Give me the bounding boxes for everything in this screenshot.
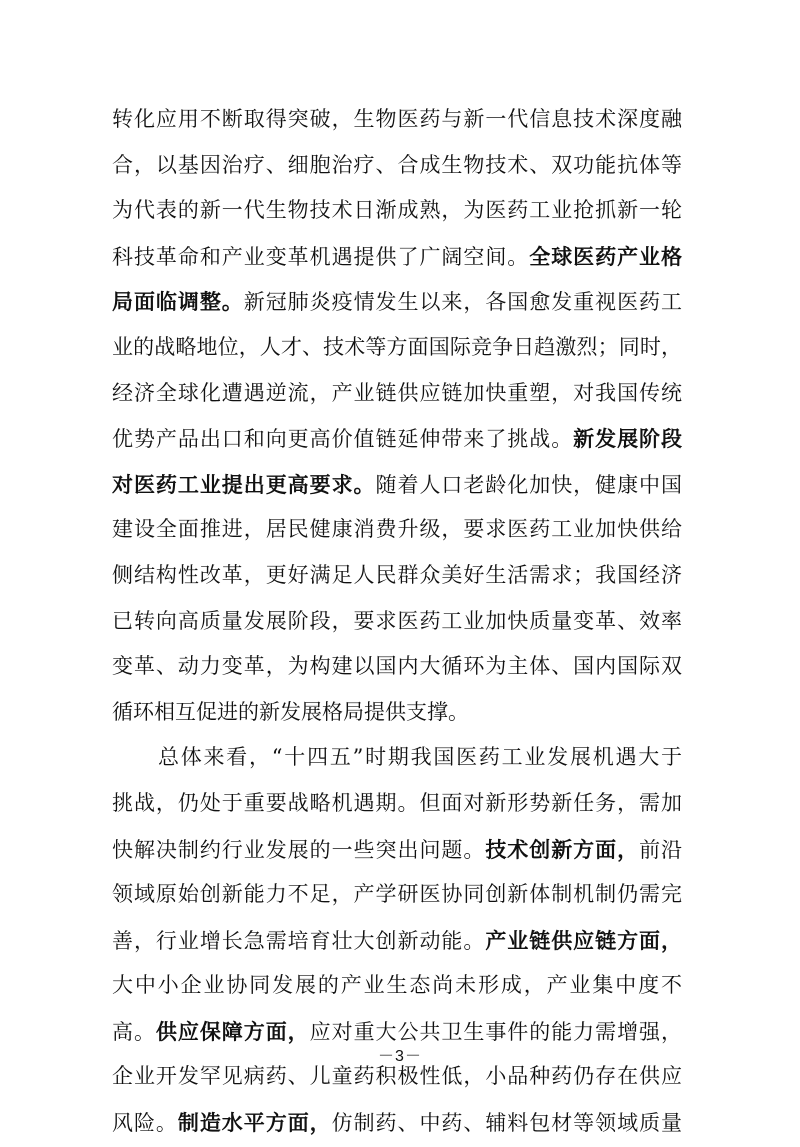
bold-heading-run: 全球医药产业格 bbox=[529, 243, 683, 269]
bold-heading-run: 新发展阶段 bbox=[573, 426, 683, 452]
bold-heading-run: 产业链供应链方面， bbox=[485, 927, 683, 953]
text-line bbox=[112, 553, 682, 599]
text-run: 企业开发罕见病药、儿童药积极性低，小品种药仍存在供应 bbox=[112, 1064, 682, 1089]
text-line bbox=[112, 963, 682, 1009]
text-run: 优势产品出口和向更高价值链延伸带来了挑战。 bbox=[112, 427, 574, 452]
text-run: 随着人口老龄化加快，健康中国 bbox=[375, 472, 683, 497]
text-line bbox=[112, 644, 682, 690]
text-line bbox=[112, 234, 682, 280]
text-run: 大中小企业协同发展的产业生态尚未形成，产业集中度不 bbox=[112, 973, 682, 998]
text-run: 变革、动力变革，为构建以国内大循环为主体、国内国际双 bbox=[112, 654, 682, 679]
text-line bbox=[112, 279, 682, 325]
text-run: 循环相互促进的新发展格局提供支撑。 bbox=[112, 699, 469, 724]
text-run: 快解决制约行业发展的一些突出问题。 bbox=[112, 837, 486, 862]
bold-heading-run: 局面临调整。 bbox=[112, 289, 244, 315]
text-run: 总体来看，“十四五”时期我国医药工业发展机遇大于 bbox=[158, 745, 682, 770]
text-line bbox=[112, 599, 682, 645]
text-run: 合，以基因治疗、细胞治疗、合成生物技术、双功能抗体等 bbox=[112, 152, 682, 177]
page-number: －3－ bbox=[378, 1048, 422, 1065]
text-line bbox=[112, 416, 682, 462]
body-text bbox=[112, 97, 682, 1146]
text-run: 新冠肺炎疫情发生以来，各国愈发重视医药工 bbox=[243, 290, 683, 315]
text-line bbox=[112, 872, 682, 918]
text-line bbox=[112, 827, 682, 873]
text-line bbox=[112, 462, 682, 508]
text-line bbox=[112, 735, 682, 781]
text-run: 高。 bbox=[112, 1019, 156, 1044]
text-line bbox=[112, 188, 682, 234]
bold-heading-run: 制造水平方面， bbox=[177, 1110, 332, 1136]
text-run: 前沿 bbox=[639, 837, 683, 862]
text-run: 已转向高质量发展阶段，要求医药工业加快质量变革、效率 bbox=[112, 608, 682, 633]
text-line bbox=[112, 1100, 682, 1146]
text-line bbox=[112, 325, 682, 371]
paragraph-1 bbox=[112, 97, 682, 735]
text-run: 挑战，仍处于重要战略机遇期。但面对新形势新任务，需加 bbox=[112, 790, 682, 815]
bold-heading-run: 供应保障方面， bbox=[155, 1018, 310, 1044]
text-run: 业的战略地位，人才、技术等方面国际竞争日趋激烈；同时， bbox=[112, 334, 682, 359]
text-line bbox=[112, 507, 682, 553]
bold-heading-run: 对医药工业提出更高要求。 bbox=[112, 471, 376, 497]
text-line bbox=[112, 371, 682, 417]
text-run: 为代表的新一代生物技术日渐成熟，为医药工业抢抓新一轮 bbox=[112, 198, 682, 223]
text-run: 仿制药、中药、辅料包材等领域质量 bbox=[331, 1111, 683, 1136]
text-run: 善，行业增长急需培育壮大创新动能。 bbox=[112, 928, 486, 953]
text-run: 经济全球化遭遇逆流，产业链供应链加快重塑，对我国传统 bbox=[112, 380, 682, 405]
text-run: 建设全面推进，居民健康消费升级，要求医药工业加快供给 bbox=[112, 517, 682, 542]
text-run: 科技革命和产业变革机遇提供了广阔空间。 bbox=[112, 244, 530, 269]
text-line bbox=[112, 143, 682, 189]
text-line bbox=[112, 918, 682, 964]
text-run: 风险。 bbox=[112, 1111, 178, 1136]
text-line bbox=[112, 97, 682, 143]
text-line bbox=[112, 781, 682, 827]
text-run: 领域原始创新能力不足，产学研医协同创新体制机制仍需完 bbox=[112, 882, 682, 907]
text-line bbox=[112, 690, 682, 736]
bold-heading-run: 技术创新方面， bbox=[485, 836, 640, 862]
text-run: 应对重大公共卫生事件的能力需增强， bbox=[309, 1019, 683, 1044]
text-run: 转化应用不断取得突破，生物医药与新一代信息技术深度融 bbox=[112, 107, 682, 131]
text-run: 侧结构性改革，更好满足人民群众美好生活需求；我国经济 bbox=[112, 562, 682, 587]
paragraph-2 bbox=[112, 735, 682, 1145]
